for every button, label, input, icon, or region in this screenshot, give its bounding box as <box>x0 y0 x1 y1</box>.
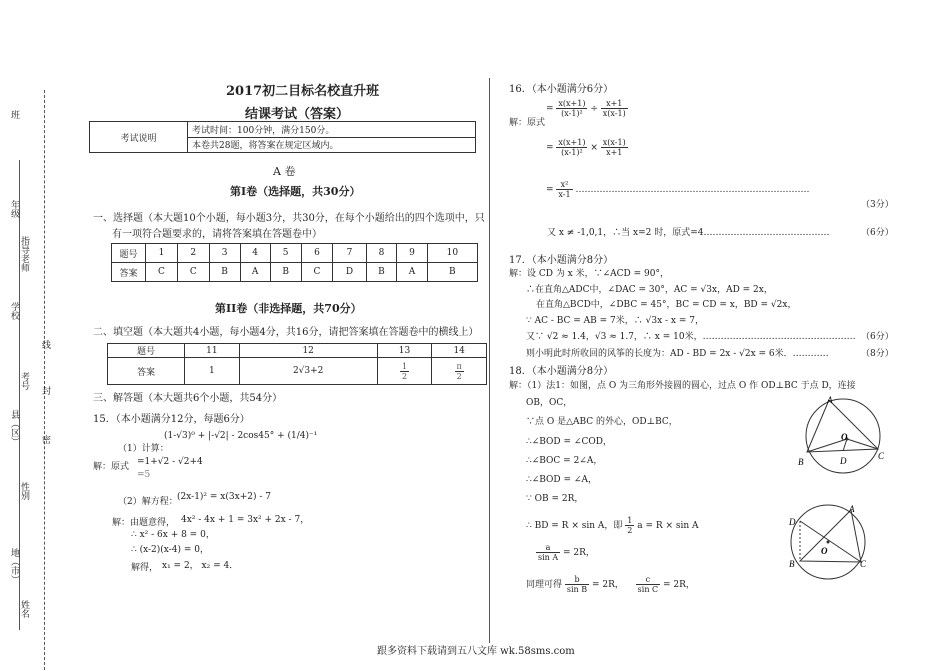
choice-num-1: 1 <box>146 244 178 263</box>
q18-l10-a-rhs: = 2R， <box>592 580 624 590</box>
fill-num-13: 13 <box>377 344 432 358</box>
fill-ans-14-den: 2 <box>456 371 462 381</box>
q15-p2-s3: ∴ (x-2)(x-4) = 0， <box>131 545 209 555</box>
q15-p1-sol: =1+√2 - √2+4 <box>137 457 203 467</box>
q16-l4: 又 x ≠ -1,0,1，∴当 x=2 时，原式=4…………………………………… <box>547 228 830 238</box>
q18-l10-b-den: sin C <box>637 585 659 594</box>
fill-ans-13-den: 2 <box>401 371 408 381</box>
choice-ans-10: B <box>427 263 477 282</box>
q18-l8-frac-num: 1 <box>627 516 633 525</box>
fig2-label-b: B <box>789 559 795 569</box>
q17-head: 17．（本小题满分8分） <box>509 255 614 266</box>
q18-l2: OB，OC， <box>526 398 573 408</box>
q16-l1-a-den: (x-1)² <box>561 109 583 118</box>
choice-ans-label: 答案 <box>112 263 146 282</box>
binding-kaohao: 考号 <box>19 372 29 390</box>
exam-info-label: 考试说明 <box>90 122 188 153</box>
q16-l3-dots: …………………………………………………………………… <box>575 185 810 195</box>
choice-num-7: 7 <box>333 244 366 263</box>
q15-head: 15．（本小题满分12分，每题6分） <box>93 414 250 425</box>
fill-ans-13-num: 1 <box>401 361 408 371</box>
binding-xian-district: 县（区） <box>9 410 19 446</box>
q17-l6-score: （8分） <box>861 349 894 359</box>
fig2-label-a: A <box>849 504 855 514</box>
choice-ans-8: B <box>366 263 397 282</box>
q18-l9-den: sin A <box>538 553 559 562</box>
q18-l10-label: 同理可得 <box>526 580 563 590</box>
choice-answer-table <box>111 243 478 282</box>
fig2-label-o: O <box>821 546 828 556</box>
volume-a: A 卷 <box>273 165 296 178</box>
q15-p2-s4-label: 解得， <box>131 563 159 573</box>
fig1-label-a: A <box>827 395 833 405</box>
q18-l8-frac-den: 2 <box>627 526 633 535</box>
fill-num-11: 11 <box>185 344 240 358</box>
circumcircle-figure-2 <box>785 500 890 580</box>
circumcircle-figure-1 <box>795 395 895 475</box>
q15-p1-expr: (1-√3)⁰ + |-√2| - 2cos45° + (1/4)⁻¹ <box>164 431 318 441</box>
q17-l5: 又∵ √2 ≈ 1.4，√3 ≈ 1.7，∴ x = 10米，…………………………………………… <box>526 332 856 342</box>
q18-l10-a-den: sin B <box>566 585 588 594</box>
q16-l3-score: （3分） <box>861 200 894 210</box>
binding-xuexiao: 学校 <box>9 302 19 320</box>
choice-num-5: 5 <box>270 244 301 263</box>
q15-p1-label: （1）计算： <box>118 444 169 454</box>
binding-feng: 封 <box>40 386 50 395</box>
q16-l3-num: x² <box>556 180 572 190</box>
q16-l1-op: ÷ <box>590 104 598 114</box>
fill-ans-14 <box>432 358 487 385</box>
choice-ans-4: A <box>240 263 270 282</box>
q15-p2-expr: (2x-1)² = x(3x+2) - 7 <box>177 492 271 502</box>
choice-ans-7: D <box>333 263 366 282</box>
choice-intro-2: 有一项符合题要求的，请将答案填在答题卷中） <box>112 229 322 240</box>
choice-ans-9: A <box>397 263 427 282</box>
q18-l10-b-num: c <box>636 575 660 585</box>
choice-ans-3: B <box>209 263 240 282</box>
binding-xian: 线 <box>40 340 50 349</box>
q18-line8 <box>526 516 699 535</box>
q18-line10 <box>526 575 695 594</box>
choice-num-9: 9 <box>397 244 427 263</box>
choice-num-4: 4 <box>240 244 270 263</box>
exam-info-table <box>89 121 476 153</box>
q18-head: 18．（本小题满分8分） <box>509 366 614 377</box>
part2-title: 第II卷（非选择题，共70分） <box>215 302 362 315</box>
solve-intro: 三、解答题（本大题共6个小题，共54分） <box>93 393 283 404</box>
q18-line9 <box>536 543 595 562</box>
q17-l3: 在直角△BCD中，∠DBC = 45°，BC = CD = x，BD = √2x， <box>536 300 797 310</box>
q16-l2-b-den: x+1 <box>606 148 623 157</box>
part1-title: 第Ⅰ卷（选择题，共30分） <box>230 185 361 198</box>
q17-l1: 解：设 CD 为 x 米，∵∠ACD = 90°， <box>509 269 669 279</box>
column-divider <box>489 78 490 643</box>
footer-note: 跟多资料下载请到五八文库 wk.58sms.com <box>377 646 575 657</box>
q16-line3: = $\frac{\text{x²}}{x-1}$ …………………………………………………………………… <box>546 180 810 199</box>
binding-shi: 地（市） <box>9 548 19 584</box>
q18-l7: ∵ OB = 2R， <box>526 494 584 504</box>
choice-ans-6: C <box>301 263 333 282</box>
fig1-label-c: C <box>878 451 885 461</box>
choice-intro-1: 一、选择题（本大题10个小题，每小题3分，共30分，在每个小题给出的四个选项中，只 <box>93 213 485 224</box>
choice-ans-2: C <box>177 263 209 282</box>
q16-l1-b-num: x+1 <box>601 99 628 109</box>
fill-num-14: 14 <box>432 344 487 358</box>
exam-info-line2: 本卷共28题，将答案在规定区域内。 <box>188 137 476 153</box>
q18-l8-b: a = R × sin A <box>637 521 699 531</box>
q16-l2-b-num: x(x-1) <box>602 138 626 147</box>
binding-nianji: 年级 <box>9 200 19 218</box>
fill-ans-14-num: π <box>456 361 462 371</box>
choice-num-8: 8 <box>366 244 397 263</box>
fill-head-label: 题号 <box>108 344 185 358</box>
q18-l9-num: a <box>536 543 560 553</box>
binding-xingbie: 性别 <box>19 482 29 500</box>
binding-zhidao: 指导老师 <box>19 236 29 272</box>
q18-l1: 解：（1）法1：如图，点 O 为三角形外接圆的圆心，过点 O 作 OD⊥BC 于点 D，连接 <box>509 381 856 391</box>
fig2-label-d: D <box>789 517 796 527</box>
q15-p2-s2: ∴ x² - 6x + 8 = 0， <box>131 530 215 540</box>
binding-ban: 班 <box>9 110 19 119</box>
choice-num-6: 6 <box>301 244 333 263</box>
fill-ans-row <box>108 358 487 385</box>
q16-line1: = $\frac{x(x+1)}{\text{(x-1)²}}$ ÷ $\frac{x+1}{x(x-1)}$ <box>546 99 626 118</box>
q17-l4: ∵ AC - BC = AB = 7米，∴ √3x - x = 7， <box>526 316 704 326</box>
q16-sol-label: 解：原式 <box>509 118 546 128</box>
fill-answer-table <box>107 343 487 385</box>
q16-line2: = $\frac{x(x+1)}{\text{(x-1)²}}$ × $\frac{x(x-1)}{x+1}$ <box>546 138 626 157</box>
q18-l4: ∴∠BOD = ∠COD， <box>526 437 612 447</box>
q18-l3: ∵点 O 是△ABC 的外心，OD⊥BC， <box>526 417 678 427</box>
choice-head-row <box>112 244 478 263</box>
choice-head-label: 题号 <box>112 244 146 263</box>
choice-num-10: 10 <box>427 244 477 263</box>
q18-l9-rhs: = 2R， <box>563 548 595 558</box>
fill-num-12: 12 <box>239 344 377 358</box>
q16-l2-op: × <box>590 143 598 153</box>
choice-ans-row <box>112 263 478 282</box>
q15-p2-s1-label: 解：由题意得， <box>112 518 176 528</box>
choice-num-3: 3 <box>209 244 240 263</box>
page-title: 2017初二目标名校直升班 <box>226 84 380 99</box>
q18-l5: ∴∠BOC = 2∠A， <box>526 456 603 466</box>
choice-ans-5: B <box>270 263 301 282</box>
q15-p2-label: （2）解方程： <box>118 497 178 507</box>
q16-head: 16．（本小题满分6分） <box>509 84 614 95</box>
q16-l1-a-num: x(x+1) <box>558 99 586 108</box>
page-subtitle: 结课考试（答案） <box>245 107 350 122</box>
fill-head-row <box>108 344 487 358</box>
fill-ans-13 <box>377 358 432 385</box>
q16-l4-score: （6分） <box>861 228 894 238</box>
q16-l2-a-den: (x-1)² <box>561 148 583 157</box>
fill-ans-label: 答案 <box>108 358 185 385</box>
q16-l2-a-num: x(x+1) <box>558 138 586 147</box>
q18-l10-a-num: b <box>565 575 589 585</box>
q18-l6: ∴∠BOD = ∠A， <box>526 475 597 485</box>
fig1-label-d: D <box>840 456 847 466</box>
q17-l2: ∴在直角△ADC中，∠DAC = 30°，AC = √3x，AD = 2x， <box>526 285 773 295</box>
q17-l5-score: （6分） <box>861 332 894 342</box>
binding-xingming: 姓名 <box>19 600 29 618</box>
q17-l6: 则小明此时所收回的风筝的长度为：AD - BD = 2x - √2x = 6米．………… <box>526 349 829 359</box>
q15-p2-s4: x₁ = 2， x₂ = 4． <box>162 561 239 571</box>
q15-p1-res: =5 <box>137 470 151 480</box>
q18-l10-b-rhs: = 2R， <box>663 580 695 590</box>
q15-p2-s1: 4x² - 4x + 1 = 3x² + 2x - 7， <box>181 515 310 525</box>
choice-ans-1: C <box>146 263 178 282</box>
q15-p1-sol-label: 解：原式 <box>93 462 130 472</box>
exam-info-line1: 考试时间：100分钟，满分150分。 <box>188 122 476 138</box>
q16-l3-den: x-1 <box>558 190 571 199</box>
q16-l1-b-den: x(x-1) <box>602 109 626 118</box>
fill-ans-12: 2√3+2 <box>239 358 377 385</box>
fig1-label-b: B <box>798 457 804 467</box>
binding-mi: 密 <box>40 435 50 444</box>
q18-l8-a: ∴ BD = R × sin A，即 <box>526 521 623 531</box>
fill-ans-11: 1 <box>185 358 240 385</box>
fill-intro: 二、填空题（本大题共4小题，每小题4分，共16分，请把答案填在答题卷中的横线上） <box>93 327 479 338</box>
choice-num-2: 2 <box>177 244 209 263</box>
fig2-label-c: C <box>860 559 867 569</box>
fig1-label-o: O <box>841 432 848 442</box>
